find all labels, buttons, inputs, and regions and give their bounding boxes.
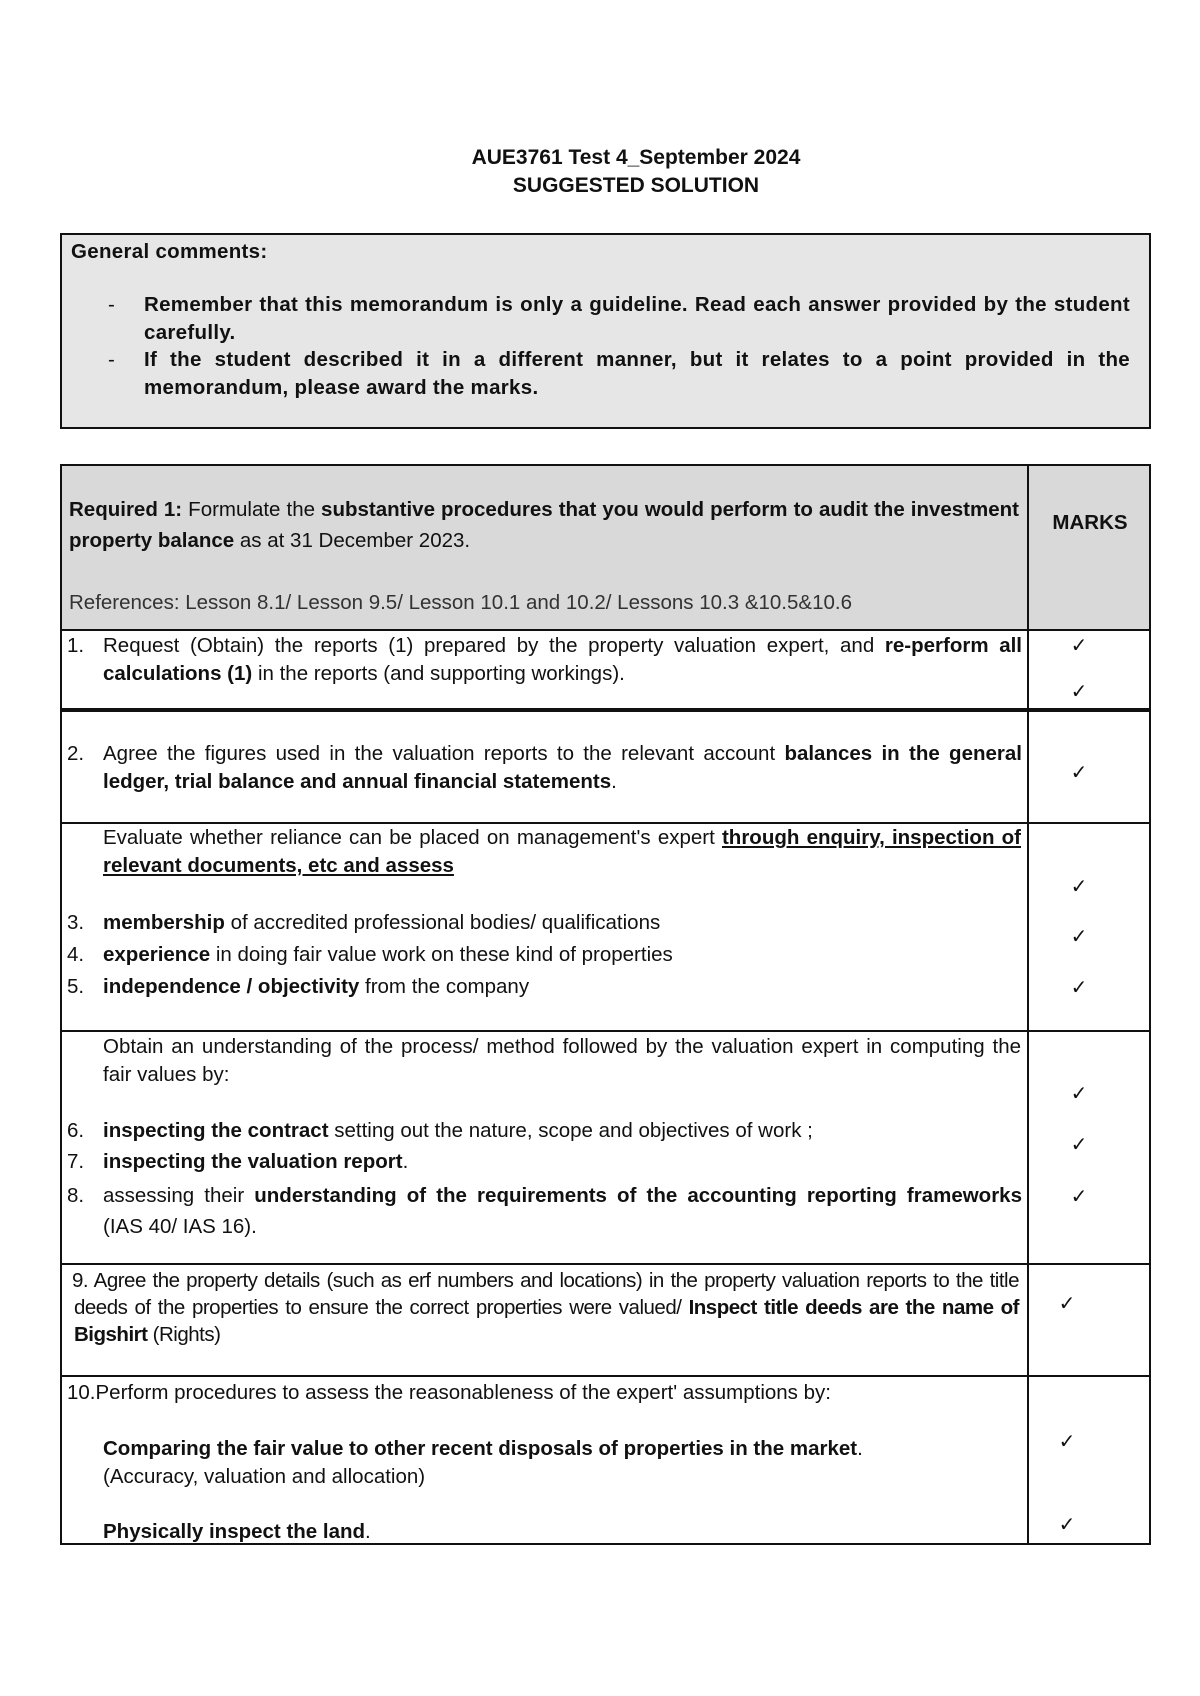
marks-cell: [1027, 1032, 1151, 1263]
marks-cell: [1027, 577, 1151, 629]
marks-header: MARKS: [1052, 511, 1128, 534]
checkmark-icon: ✓: [1070, 635, 1088, 657]
required-question: Required 1: Formulate the substantive procedures that you would perform to audit the investment property balance as at 31 December 2023.: [69, 498, 1019, 552]
procedure-item: 8. assessing their understanding of the requirements of the accounting reporting frameworks (IAS 40/ IAS 16).: [67, 1184, 1022, 1238]
procedure-item: 7. inspecting the valuation report.: [67, 1150, 409, 1173]
general-comment-item: [108, 346, 1130, 402]
marks-cell: [1027, 1377, 1151, 1543]
table-row: [60, 822, 1151, 1032]
general-comment-item: [108, 291, 1130, 347]
marks-cell: [1027, 631, 1151, 708]
table-header-row: [60, 464, 1151, 579]
checkmark-icon: ✓: [1070, 1083, 1088, 1105]
checkmark-icon: ✓: [1070, 876, 1088, 898]
procedure-intro: Evaluate whether reliance can be placed on management's expert through enquiry, inspection of relevant documents, etc and assess: [103, 826, 1021, 877]
checkmark-icon: ✓: [1070, 977, 1088, 999]
dash-bullet: -: [108, 293, 116, 316]
procedure-subitem: Comparing the fair value to other recent disposals of properties in the market. (Accuracy, valuation and allocation): [103, 1437, 863, 1488]
marks-cell: [1027, 712, 1151, 822]
checkmark-icon: ✓: [1070, 681, 1088, 703]
checkmark-icon: ✓: [1058, 1431, 1076, 1453]
table-row: [60, 1375, 1151, 1545]
checkmark-icon: ✓: [1058, 1514, 1076, 1536]
procedure-intro: Obtain an understanding of the process/ method followed by the valuation expert in computing the fair values by:: [103, 1035, 1021, 1086]
marks-cell: [1027, 824, 1151, 1030]
marks-header-cell: [1027, 466, 1151, 577]
procedure-item: 1. Request (Obtain) the reports (1) prepared by the property valuation expert, and re-perform all calculations (1) in the reports (and supporting workings).: [67, 634, 1022, 685]
document-subtitle: SUGGESTED SOLUTION: [512, 174, 760, 197]
checkmark-icon: ✓: [1070, 762, 1088, 784]
table-row: [60, 710, 1151, 824]
general-comments-box: [60, 233, 1151, 429]
procedure-intro: 10.Perform procedures to assess the reasonableness of the expert' assumptions by:: [67, 1381, 831, 1404]
general-comment-text: If the student described it in a different manner, but it relates to a point provided in the memorandum, please award the marks.: [144, 348, 1130, 399]
table-row: [60, 1030, 1151, 1265]
general-comments-heading: General comments:: [71, 240, 268, 263]
procedure-subitem: Physically inspect the land.: [103, 1520, 371, 1543]
procedure-item: 3. membership of accredited professional bodies/ qualifications: [67, 911, 661, 934]
dash-bullet: -: [108, 348, 116, 371]
references-text: References: Lesson 8.1/ Lesson 9.5/ Lesson 10.1 and 10.2/ Lessons 10.3 &10.5&10.6: [69, 591, 852, 614]
table-row: [60, 1263, 1151, 1377]
procedure-item: 2. Agree the figures used in the valuation reports to the relevant account balances in the general ledger, trial balance and annual financial statements.: [67, 742, 1022, 793]
marks-cell: [1027, 1265, 1151, 1375]
references-row: [60, 577, 1151, 631]
procedure-item: 4. experience in doing fair value work on these kind of properties: [67, 943, 673, 966]
procedure-item: 9. Agree the property details (such as erf numbers and locations) in the property valuation reports to the title deeds of the properties to ensure the correct properties were valued/ Inspect title deeds are the name of Bigshirt (Rights): [72, 1269, 1019, 1346]
table-row: [60, 631, 1151, 710]
document-title: AUE3761 Test 4_September 2024: [471, 146, 801, 169]
general-comment-text: Remember that this memorandum is only a guideline. Read each answer provided by the student carefully.: [144, 293, 1130, 344]
checkmark-icon: ✓: [1070, 1134, 1088, 1156]
checkmark-icon: ✓: [1070, 1186, 1088, 1208]
checkmark-icon: ✓: [1070, 926, 1088, 948]
procedure-item: 5. independence / objectivity from the company: [67, 975, 530, 998]
checkmark-icon: ✓: [1058, 1293, 1076, 1315]
procedure-item: 6. inspecting the contract setting out the nature, scope and objectives of work ;: [67, 1119, 813, 1142]
